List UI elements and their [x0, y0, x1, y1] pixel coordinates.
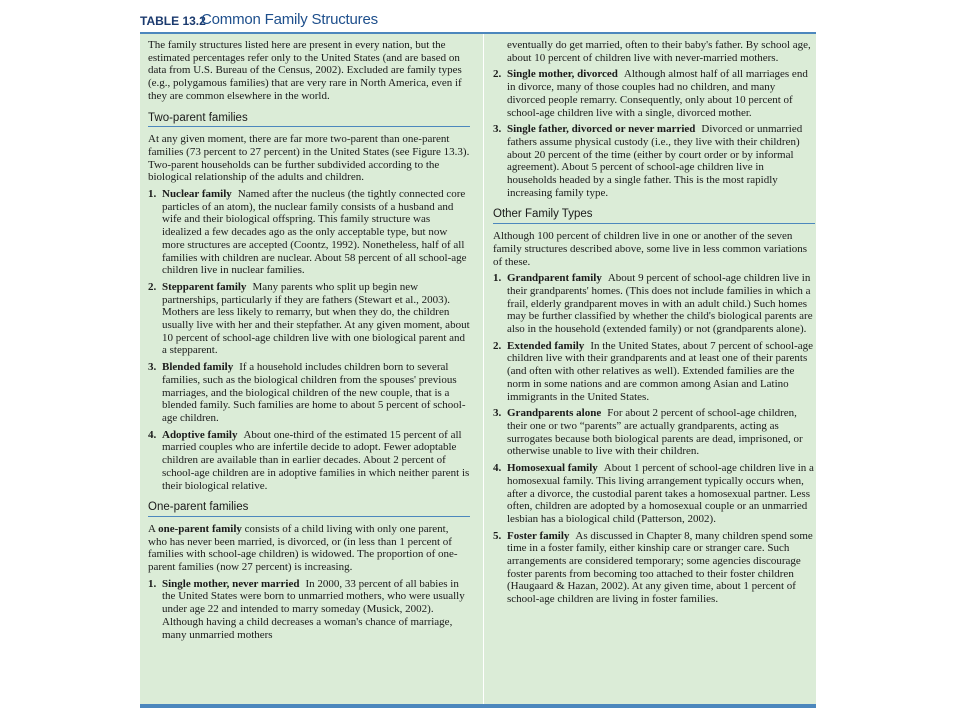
item-number: 4.	[148, 428, 157, 441]
list-item	[493, 68, 815, 119]
item-number: 2.	[493, 68, 502, 81]
table-number: TABLE 13.2	[140, 14, 206, 28]
list-item	[493, 530, 815, 606]
item-text: In the United States, about 7 percent of school-age children live with their grandparents and at least one of their parents (and often with other relatives as well). Extended families are the norm in some nations and are common among Asian and Latino immigrants in the United States.	[507, 339, 813, 403]
item-text: About one-third of the estimated 15 percent of all married couples who are infertile decide to adopt. Fewer adoptable children are available than in earlier decades. About 2 percent of school-age children are in adoptive families in which neither parent is their biological relative.	[162, 428, 470, 492]
item-term: Single mother, divorced	[507, 68, 618, 81]
column-divider	[483, 34, 484, 704]
item-text: If a household includes children born to several families, such as the biological children from the spouses' previous marriages, and the biological children of the new couple, that is a blended family. Such families are home to about 5 percent of school-age children.	[162, 361, 466, 424]
item-term: Single father, divorced or never married	[507, 123, 696, 136]
item-number: 1.	[148, 577, 157, 590]
other-intro: Although 100 percent of children live in one or another of the seven family structures described above, some live in less common variations of these.	[493, 230, 808, 268]
item-term: Grandparents alone	[507, 407, 602, 420]
list-item	[493, 407, 815, 458]
item-text: For about 2 percent of school-age children, their one or two “parents” are actually grandparents, acting as surrogates because both biological parents are dead, imprisoned, or otherwise unable to live with their children.	[507, 407, 803, 458]
intro-term: one-parent family	[158, 522, 242, 535]
item-number: 5.	[493, 529, 502, 542]
list-item	[148, 188, 470, 277]
item-text: Divorced or unmarried fathers assume physical custody (i.e., they live with their children) about 20 percent of the time (either by court order or by informal agreement). About 5 percent of school-age children live in households headed by a single father. This is the most rapidly increasing family type.	[507, 123, 803, 199]
list-item	[493, 340, 815, 404]
item-text: Named after the nucleus (the tightly connected core particles of an atom), the nuclear family consists of a husband and wife and their biological offspring. This family structure was idealized a few decades ago as the only acceptable type, but now more structures are accepted (Coontz, 1992). Nonetheless, half of all families with children are nuclear. About 58 percent of all school-age children live in nuclear families.	[162, 188, 467, 277]
item-number: 3.	[493, 407, 502, 420]
item-number: 4.	[493, 462, 502, 475]
list-item	[148, 361, 470, 425]
two-parent-intro: At any given moment, there are far more two-parent than one-parent families (73 percent to 27 percent) in the United States (see Figure 13.3). Two-parent households can be further subdivided according to the biological relationship of the adults and children.	[148, 133, 470, 184]
item-text: About 1 percent of school-age children live in a homosexual family. This living arrangement typically occurs when, after a divorce, the custodial parent takes a homosexual partner. Less often, children are adopted by a homosexual couple or an unmarried lesbian has a biological child (Patterson, 2002).	[507, 462, 814, 525]
item-number: 1.	[493, 272, 502, 285]
item-text: About 9 percent of school-age children live in their grandparents' homes. (This does not include families in which a frail, elderly grandparent moves in with an adult child.) Such homes may be further classified by whether the child's biological parents are also in the household (extended family) or not (grandparents alone).	[507, 272, 813, 336]
item-term: Foster family	[507, 529, 570, 542]
table-title-bar	[140, 8, 816, 32]
right-column	[493, 34, 815, 606]
left-column	[148, 34, 470, 641]
section-heading-other: Other Family Types	[493, 205, 815, 224]
section-heading-two-parent: Two-parent families	[148, 109, 470, 128]
item-text: As discussed in Chapter 8, many children spend some time in a foster family, either kinship care or stranger care. Such arrangements are considered temporary; some agencies discourage foster parents from becoming too attached to their foster children (Haugaard & Hazan, 2002). At any given time, about 1 percent of school-age children are living in foster families.	[507, 529, 813, 606]
item-number: 2.	[148, 280, 157, 293]
item-term: Nuclear family	[162, 188, 232, 201]
item-term: Adoptive family	[162, 428, 238, 441]
item-term: Blended family	[162, 361, 234, 374]
item-term: Grandparent family	[507, 272, 602, 285]
section-heading-one-parent: One-parent families	[148, 498, 470, 517]
item-text: Many parents who split up begin new partnerships, particularly if they are fathers (Stewart et al., 2003). Mothers are less likely to remarry, but when they do, the children usually live with her and their stepfather. At any given moment, about 10 percent of school-age children live with one biological parent and a stepparent.	[162, 280, 470, 357]
list-item	[493, 272, 815, 336]
list-item	[493, 462, 815, 526]
list-item	[148, 281, 470, 357]
intro-pre: A	[148, 522, 156, 535]
table-intro: The family structures listed here are present in every nation, but the estimated percentages refer only to the United States (and are based on data from U.S. Bureau of the Census, 2002). Excluded are family types (e.g., polygamous families) that are very rare in North America, even if they are common elsewhere in the world.	[148, 39, 462, 102]
bottom-rule	[140, 704, 816, 708]
item-number: 2.	[493, 339, 502, 352]
item-number: 3.	[148, 361, 157, 374]
item-number: 3.	[493, 123, 502, 136]
item-term: Homosexual family	[507, 462, 598, 475]
item-text: Although almost half of all marriages end in divorce, many of those couples had no children, and many divorced people remarry. Consequently, only about 10 percent of school-age children live with a single, divorced mother.	[507, 68, 808, 119]
table-title: Common Family Structures	[201, 11, 378, 28]
table-panel	[140, 34, 816, 704]
item-number: 1.	[148, 188, 157, 201]
item-term: Single mother, never married	[162, 577, 300, 590]
list-item	[148, 429, 470, 493]
list-item	[148, 578, 470, 642]
item-term: Extended family	[507, 339, 585, 352]
one-parent-intro	[148, 523, 470, 574]
list-item	[493, 123, 815, 199]
item-term: Stepparent family	[162, 280, 247, 293]
item-text: In 2000, 33 percent of all babies in the United States were born to unmarried mothers, who were usually under age 22 and intended to marry someday (Musick, 2002). Although having a child decreases a woman's chance of marriage, many unmarried mothers	[162, 577, 465, 641]
intro-post: consists of a child living with only one parent, who has never been married, is divorced, or (in less than 1 percent of families with school-age children) is widowed. The proportion of one-parent families (now 27 percent) is increasing.	[148, 522, 458, 574]
continued-text: eventually do get married, often to their baby's father. By school age, about 10 percent of children live with never-married mothers.	[507, 39, 811, 64]
